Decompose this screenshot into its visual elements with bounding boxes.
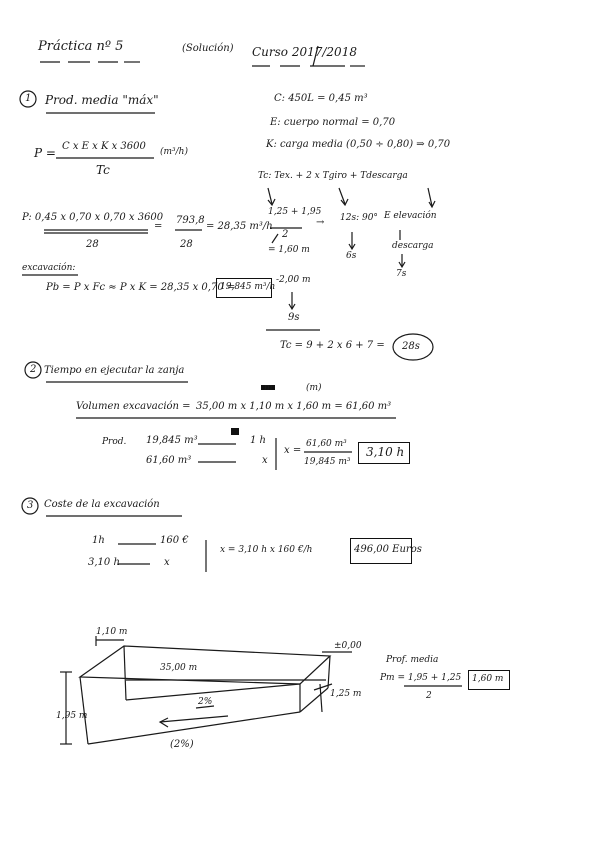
rule-2-r2b: x — [262, 455, 268, 466]
calc-equals: = — [154, 221, 163, 232]
course-label: Curso 2017/2018 — [252, 45, 357, 59]
time-12s: 12s: 90° — [340, 213, 378, 223]
def-k: K: carga media (0,50 ÷ 0,80) ⇒ 0,70 — [266, 139, 451, 150]
rule-3-r1a: 1h — [92, 535, 105, 546]
section-2-title: Tiempo en ejecutar la zanja — [44, 365, 185, 376]
calc-numerator: P: 0,45 x 0,70 x 0,70 x 3600 — [22, 212, 164, 223]
calc-mid-denominator: 28 — [180, 239, 193, 250]
def-c: C: 450L = 0,45 m³ — [274, 93, 368, 104]
rule-2-r1a: 19,845 m³ — [146, 435, 198, 446]
tc-sum: Tc = 9 + 2 x 6 + 7 = — [280, 340, 385, 351]
time-result: 3,10 h — [366, 445, 405, 459]
time-7s: 7s — [396, 269, 407, 279]
rule-3-r1b: 160 € — [160, 535, 189, 546]
solution-label: (Solución) — [182, 43, 234, 54]
tc-result: 28s — [402, 341, 420, 352]
excavacion-label: excavación: — [22, 263, 76, 273]
ink-scribble-2 — [231, 428, 239, 435]
depth-left-label: 1,95 m — [56, 711, 88, 721]
elevacion-label: E elevación — [384, 211, 437, 221]
def-e: E: cuerpo normal = 0,70 — [270, 117, 396, 128]
unit-am: (m) — [306, 383, 322, 393]
calc-denominator: 28 — [86, 239, 99, 250]
section-2-number: 2 — [30, 364, 37, 375]
rule-2-x-eq: x = — [284, 445, 302, 456]
rule-3-r2a: 3,10 h — [88, 557, 120, 568]
height-numerator: 1,25 + 1,95 — [268, 207, 322, 217]
calc-mid-numerator: 793,8 — [176, 215, 205, 226]
trench-length-label: 35,00 m — [160, 663, 198, 673]
slope-label: (2%) — [170, 739, 194, 750]
height-denominator: 2 — [282, 229, 289, 240]
descarga-label: descarga — [392, 241, 434, 251]
rule-2-frac-num: 61,60 m³ — [306, 439, 347, 449]
calc-result: = 28,35 m³/h — [206, 221, 273, 232]
section-3-title: Coste de la excavación — [44, 499, 160, 510]
pm-result: 1,60 m — [472, 674, 504, 684]
trench-width-label: 1,10 m — [96, 627, 128, 637]
volume-prefix: Volumen excavación = — [76, 401, 191, 412]
section-1-title: Prod. media "máx" — [45, 93, 159, 107]
cost-result: 496,00 Euros — [354, 544, 422, 555]
depth-right-label: 1,25 m — [330, 689, 362, 699]
practice-title: Práctica nº 5 — [38, 39, 124, 54]
formula-numerator: C x E x K x 3600 — [62, 141, 146, 152]
formula-denominator: Tc — [96, 163, 110, 177]
rule-2-r2a: 61,60 m³ — [146, 455, 192, 466]
slope-small: 2% — [198, 697, 213, 707]
pb-result: 19,845 m³/h — [220, 282, 276, 292]
section-1-number: 1 — [25, 93, 32, 104]
unit-m: m — [264, 383, 273, 393]
prod-label: Prod. — [102, 437, 127, 447]
height-value: = 1,60 m — [268, 245, 310, 255]
time-6s: 6s — [346, 251, 357, 261]
time-9s: 9s — [288, 312, 300, 323]
pm-equation: Pm = 1,95 + 1,25 — [380, 673, 462, 683]
rule-2-frac-den: 19,845 m³ — [304, 457, 351, 467]
rule-3-x-expr: x = 3,10 h x 160 €/h — [220, 545, 313, 555]
formula-lhs: P = — [34, 146, 56, 160]
formula-unit: (m³/h) — [160, 147, 188, 157]
volume-expression: 35,00 m x 1,10 m x 1,60 m = 61,60 m³ — [196, 401, 392, 412]
prof-media-label: Prof. media — [386, 655, 439, 665]
depth-label: -2,00 m — [276, 275, 311, 285]
pm-denominator: 2 — [426, 691, 432, 701]
tc-definition: Tc: Tex. + 2 x Tgiro + Tdescarga — [258, 171, 408, 181]
rule-2-r1b: 1 h — [250, 435, 266, 446]
arrow-right: → — [316, 217, 325, 228]
elevation-label: ±0,00 — [334, 641, 362, 651]
section-3-number: 3 — [27, 500, 34, 511]
pb-equation: Pb = P x Fc ≈ P x K = 28,35 x 0,70 = — [46, 282, 236, 293]
rule-3-r2b: x — [164, 557, 170, 568]
